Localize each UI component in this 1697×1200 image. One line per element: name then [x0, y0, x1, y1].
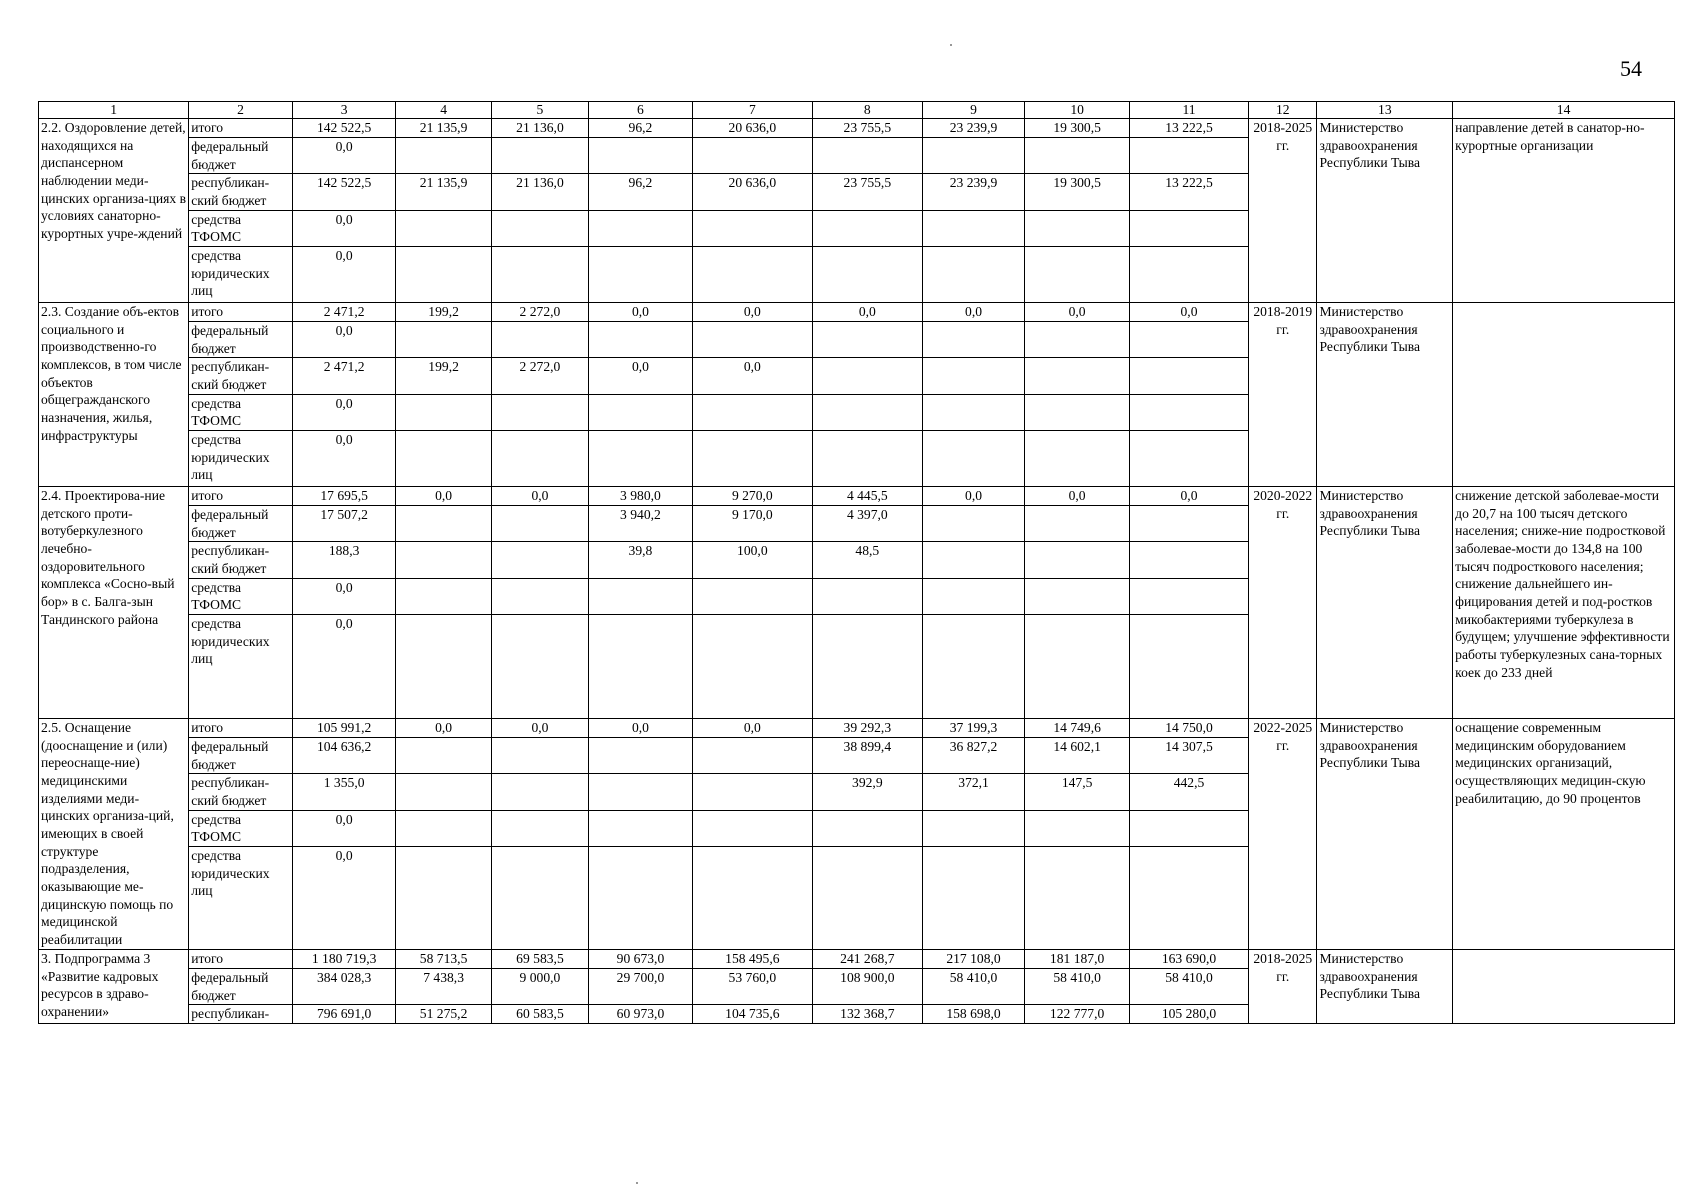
- amount-cell: 23 239,9: [922, 174, 1025, 210]
- header-cell: 8: [812, 102, 922, 119]
- amount-cell: [491, 847, 588, 950]
- amount-cell: [1129, 358, 1248, 394]
- amount-cell: [812, 847, 922, 950]
- amount-cell: 21 136,0: [491, 119, 588, 138]
- amount-cell: [396, 247, 491, 303]
- amount-cell: [812, 810, 922, 846]
- result-cell: [1453, 950, 1675, 1024]
- amount-cell: 0,0: [292, 810, 396, 846]
- amount-cell: [922, 431, 1025, 487]
- amount-cell: [589, 138, 693, 174]
- header-cell: 4: [396, 102, 491, 119]
- amount-cell: 39 292,3: [812, 719, 922, 738]
- amount-cell: [812, 247, 922, 303]
- amount-cell: 1 180 719,3: [292, 950, 396, 969]
- amount-cell: 0,0: [292, 847, 396, 950]
- table-row: [39, 950, 1675, 969]
- funding-source: федеральный бюджет: [189, 738, 293, 774]
- amount-cell: [491, 431, 588, 487]
- amount-cell: 9 270,0: [692, 487, 812, 506]
- amount-cell: 0,0: [812, 303, 922, 322]
- amount-cell: 2 272,0: [491, 303, 588, 322]
- amount-cell: 3 980,0: [589, 487, 693, 506]
- amount-cell: 0,0: [292, 578, 396, 614]
- amount-cell: 96,2: [589, 119, 693, 138]
- header-row: [39, 102, 1675, 119]
- result-cell: направление детей в санатор-но-курортные организации: [1453, 119, 1675, 303]
- amount-cell: 9 000,0: [491, 969, 588, 1005]
- amount-cell: 122 777,0: [1025, 1005, 1130, 1024]
- period-cell: 2018-2019 гг.: [1249, 303, 1317, 487]
- amount-cell: 0,0: [922, 487, 1025, 506]
- period-cell: 2022-2025 гг.: [1249, 719, 1317, 950]
- amount-cell: 0,0: [1025, 303, 1130, 322]
- amount-cell: 104 735,6: [692, 1005, 812, 1024]
- amount-cell: 0,0: [292, 138, 396, 174]
- amount-cell: [1025, 506, 1130, 542]
- amount-cell: [692, 247, 812, 303]
- amount-cell: [1025, 431, 1130, 487]
- funding-source: итого: [189, 950, 293, 969]
- amount-cell: [491, 394, 588, 430]
- amount-cell: [922, 210, 1025, 246]
- measure-name: 2.4. Проектирова-ние детского проти-вотуберкулезного лечебно-оздоровительного комплекса «Сосно-вый бор» в с. Балга-зын Тандинского района: [39, 487, 189, 719]
- amount-cell: 21 135,9: [396, 174, 491, 210]
- amount-cell: [396, 394, 491, 430]
- measure-name: 2.3. Создание объ-ектов социального и производственно-го комплексов, в том числе объектов общегражданского назначения, жилья, инфраструктуры: [39, 303, 189, 487]
- amount-cell: 21 136,0: [491, 174, 588, 210]
- header-cell: 10: [1025, 102, 1130, 119]
- amount-cell: [1129, 847, 1248, 950]
- amount-cell: [589, 774, 693, 810]
- amount-cell: 0,0: [1025, 487, 1130, 506]
- amount-cell: [812, 615, 922, 719]
- amount-cell: [1129, 506, 1248, 542]
- amount-cell: 36 827,2: [922, 738, 1025, 774]
- funding-source: итого: [189, 119, 293, 138]
- page-number: 54: [1620, 56, 1642, 81]
- amount-cell: [692, 738, 812, 774]
- amount-cell: 105 280,0: [1129, 1005, 1248, 1024]
- amount-cell: 19 300,5: [1025, 174, 1130, 210]
- amount-cell: 53 760,0: [692, 969, 812, 1005]
- header-cell: 7: [692, 102, 812, 119]
- funding-source: федеральный бюджет: [189, 322, 293, 358]
- amount-cell: 0,0: [1129, 303, 1248, 322]
- amount-cell: 0,0: [922, 303, 1025, 322]
- header-cell: 12: [1249, 102, 1317, 119]
- amount-cell: [1025, 358, 1130, 394]
- amount-cell: 0,0: [491, 719, 588, 738]
- amount-cell: [396, 774, 491, 810]
- amount-cell: [692, 810, 812, 846]
- amount-cell: 241 268,7: [812, 950, 922, 969]
- amount-cell: 23 755,5: [812, 174, 922, 210]
- amount-cell: 0,0: [292, 247, 396, 303]
- amount-cell: 2 471,2: [292, 358, 396, 394]
- amount-cell: [1129, 578, 1248, 614]
- amount-cell: 100,0: [692, 542, 812, 578]
- amount-cell: [1129, 138, 1248, 174]
- amount-cell: [1129, 247, 1248, 303]
- amount-cell: [491, 322, 588, 358]
- funding-source: республикан-: [189, 1005, 293, 1024]
- table-row: [39, 719, 1675, 738]
- header-cell: 5: [491, 102, 588, 119]
- amount-cell: 17 695,5: [292, 487, 396, 506]
- amount-cell: [589, 322, 693, 358]
- amount-cell: [922, 394, 1025, 430]
- funding-source: средства юридических лиц: [189, 615, 293, 719]
- amount-cell: 384 028,3: [292, 969, 396, 1005]
- scan-speck: [636, 1182, 638, 1184]
- funding-source: федеральный бюджет: [189, 138, 293, 174]
- funding-source: средства юридических лиц: [189, 847, 293, 950]
- amount-cell: 132 368,7: [812, 1005, 922, 1024]
- amount-cell: 58 713,5: [396, 950, 491, 969]
- period-cell: 2018-2025 гг.: [1249, 119, 1317, 303]
- amount-cell: 0,0: [292, 322, 396, 358]
- amount-cell: 58 410,0: [1025, 969, 1130, 1005]
- amount-cell: [589, 738, 693, 774]
- table-row: [39, 487, 1675, 506]
- amount-cell: 51 275,2: [396, 1005, 491, 1024]
- amount-cell: [491, 615, 588, 719]
- amount-cell: [589, 847, 693, 950]
- amount-cell: [922, 506, 1025, 542]
- amount-cell: [1025, 847, 1130, 950]
- amount-cell: 14 749,6: [1025, 719, 1130, 738]
- amount-cell: [692, 774, 812, 810]
- period-cell: 2018-2025 гг.: [1249, 950, 1317, 1024]
- amount-cell: 0,0: [396, 719, 491, 738]
- amount-cell: 0,0: [692, 719, 812, 738]
- amount-cell: [1025, 138, 1130, 174]
- amount-cell: 20 636,0: [692, 174, 812, 210]
- amount-cell: [1025, 810, 1130, 846]
- amount-cell: 7 438,3: [396, 969, 491, 1005]
- amount-cell: 0,0: [491, 487, 588, 506]
- amount-cell: [1025, 247, 1130, 303]
- amount-cell: 13 222,5: [1129, 174, 1248, 210]
- amount-cell: 108 900,0: [812, 969, 922, 1005]
- amount-cell: [1129, 431, 1248, 487]
- amount-cell: 4 397,0: [812, 506, 922, 542]
- amount-cell: [491, 738, 588, 774]
- amount-cell: 142 522,5: [292, 174, 396, 210]
- funding-source: республикан-ский бюджет: [189, 174, 293, 210]
- amount-cell: [1025, 210, 1130, 246]
- amount-cell: [812, 358, 922, 394]
- period-cell: 2020-2022 гг.: [1249, 487, 1317, 719]
- amount-cell: 38 899,4: [812, 738, 922, 774]
- funding-source: средства юридических лиц: [189, 431, 293, 487]
- amount-cell: [396, 322, 491, 358]
- result-cell: [1453, 303, 1675, 487]
- funding-source: федеральный бюджет: [189, 506, 293, 542]
- table-row: [39, 119, 1675, 138]
- amount-cell: [396, 506, 491, 542]
- amount-cell: [922, 138, 1025, 174]
- scan-speck: [950, 44, 952, 46]
- amount-cell: 0,0: [1129, 487, 1248, 506]
- amount-cell: [589, 810, 693, 846]
- amount-cell: 17 507,2: [292, 506, 396, 542]
- amount-cell: 147,5: [1025, 774, 1130, 810]
- amount-cell: 442,5: [1129, 774, 1248, 810]
- amount-cell: [692, 394, 812, 430]
- amount-cell: [1129, 542, 1248, 578]
- amount-cell: 60 583,5: [491, 1005, 588, 1024]
- measure-name: 2.5. Оснащение (дооснащение и (или) переоснаще-ние) медицинскими изделиями меди-цинских организа-ций, имеющих в своей структуре подразделения, оказывающие ме-дицинскую помощь по медицинской реабилитации: [39, 719, 189, 950]
- amount-cell: 392,9: [812, 774, 922, 810]
- amount-cell: 0,0: [589, 303, 693, 322]
- amount-cell: 796 691,0: [292, 1005, 396, 1024]
- amount-cell: [491, 542, 588, 578]
- funding-source: итого: [189, 303, 293, 322]
- amount-cell: [396, 138, 491, 174]
- amount-cell: 3 940,2: [589, 506, 693, 542]
- amount-cell: [922, 358, 1025, 394]
- amount-cell: [491, 247, 588, 303]
- amount-cell: 163 690,0: [1129, 950, 1248, 969]
- amount-cell: [812, 138, 922, 174]
- funding-source: средства юридических лиц: [189, 247, 293, 303]
- amount-cell: [922, 322, 1025, 358]
- result-cell: снижение детской заболевае-мости до 20,7 на 100 тысяч детского населения; сниже-ние подростковой заболевае-мости до 134,8 на 100 тысяч подросткового населения; снижение дальнейшего ин-фицирования детей и под-ростков микобактериями туберкулеза в будущем; улучшение эффективности работы туберкулезных сана-торных коек до 233 дней: [1453, 487, 1675, 719]
- amount-cell: 199,2: [396, 303, 491, 322]
- amount-cell: 217 108,0: [922, 950, 1025, 969]
- amount-cell: [922, 247, 1025, 303]
- amount-cell: [812, 322, 922, 358]
- amount-cell: [1025, 394, 1130, 430]
- executor-cell: Министерство здравоохранения Республики Тыва: [1317, 303, 1453, 487]
- amount-cell: [922, 542, 1025, 578]
- amount-cell: [922, 847, 1025, 950]
- amount-cell: 90 673,0: [589, 950, 693, 969]
- amount-cell: [396, 578, 491, 614]
- amount-cell: [396, 847, 491, 950]
- amount-cell: [396, 210, 491, 246]
- amount-cell: [396, 615, 491, 719]
- funding-source: средства ТФОМС: [189, 210, 293, 246]
- amount-cell: 9 170,0: [692, 506, 812, 542]
- header-cell: 3: [292, 102, 396, 119]
- amount-cell: 0,0: [692, 303, 812, 322]
- amount-cell: [1129, 394, 1248, 430]
- amount-cell: [692, 138, 812, 174]
- amount-cell: [1025, 542, 1130, 578]
- amount-cell: 14 307,5: [1129, 738, 1248, 774]
- table-row: [39, 303, 1675, 322]
- amount-cell: 0,0: [589, 358, 693, 394]
- amount-cell: [692, 322, 812, 358]
- amount-cell: 39,8: [589, 542, 693, 578]
- amount-cell: 13 222,5: [1129, 119, 1248, 138]
- amount-cell: 0,0: [292, 210, 396, 246]
- amount-cell: [812, 431, 922, 487]
- amount-cell: [922, 810, 1025, 846]
- amount-cell: 1 355,0: [292, 774, 396, 810]
- amount-cell: 14 750,0: [1129, 719, 1248, 738]
- header-cell: 9: [922, 102, 1025, 119]
- amount-cell: [491, 774, 588, 810]
- measure-name: 3. Подпрограмма 3 «Развитие кадровых ресурсов в здраво-охранении»: [39, 950, 189, 1024]
- executor-cell: Министерство здравоохранения Республики Тыва: [1317, 119, 1453, 303]
- amount-cell: [396, 542, 491, 578]
- amount-cell: [1025, 615, 1130, 719]
- amount-cell: 69 583,5: [491, 950, 588, 969]
- amount-cell: [491, 210, 588, 246]
- amount-cell: [1129, 210, 1248, 246]
- executor-cell: Министерство здравоохранения Республики Тыва: [1317, 950, 1453, 1024]
- amount-cell: 48,5: [812, 542, 922, 578]
- amount-cell: 58 410,0: [1129, 969, 1248, 1005]
- header-cell: 14: [1453, 102, 1675, 119]
- amount-cell: [396, 431, 491, 487]
- amount-cell: [396, 738, 491, 774]
- funding-source: средства ТФОМС: [189, 578, 293, 614]
- table-body: [39, 102, 1675, 1024]
- amount-cell: [491, 506, 588, 542]
- amount-cell: 60 973,0: [589, 1005, 693, 1024]
- header-cell: 11: [1129, 102, 1248, 119]
- amount-cell: 0,0: [292, 615, 396, 719]
- funding-source: средства ТФОМС: [189, 394, 293, 430]
- amount-cell: [491, 138, 588, 174]
- amount-cell: 0,0: [589, 719, 693, 738]
- funding-source: республикан-ский бюджет: [189, 774, 293, 810]
- amount-cell: 0,0: [396, 487, 491, 506]
- amount-cell: [589, 210, 693, 246]
- amount-cell: [692, 615, 812, 719]
- executor-cell: Министерство здравоохранения Республики Тыва: [1317, 487, 1453, 719]
- amount-cell: [589, 431, 693, 487]
- budget-table: [38, 101, 1675, 1024]
- header-cell: 13: [1317, 102, 1453, 119]
- amount-cell: [1129, 810, 1248, 846]
- amount-cell: [589, 247, 693, 303]
- amount-cell: 199,2: [396, 358, 491, 394]
- amount-cell: 158 698,0: [922, 1005, 1025, 1024]
- funding-source: средства ТФОМС: [189, 810, 293, 846]
- amount-cell: [1129, 615, 1248, 719]
- amount-cell: [812, 394, 922, 430]
- amount-cell: [589, 394, 693, 430]
- amount-cell: 181 187,0: [1025, 950, 1130, 969]
- amount-cell: [692, 210, 812, 246]
- amount-cell: [922, 615, 1025, 719]
- amount-cell: 105 991,2: [292, 719, 396, 738]
- amount-cell: 2 471,2: [292, 303, 396, 322]
- funding-source: федеральный бюджет: [189, 969, 293, 1005]
- amount-cell: 20 636,0: [692, 119, 812, 138]
- amount-cell: [589, 615, 693, 719]
- amount-cell: 188,3: [292, 542, 396, 578]
- amount-cell: 29 700,0: [589, 969, 693, 1005]
- amount-cell: 142 522,5: [292, 119, 396, 138]
- header-cell: 1: [39, 102, 189, 119]
- amount-cell: 158 495,6: [692, 950, 812, 969]
- amount-cell: 372,1: [922, 774, 1025, 810]
- amount-cell: [812, 578, 922, 614]
- amount-cell: [491, 578, 588, 614]
- amount-cell: 14 602,1: [1025, 738, 1130, 774]
- amount-cell: 0,0: [292, 431, 396, 487]
- amount-cell: [692, 578, 812, 614]
- amount-cell: 37 199,3: [922, 719, 1025, 738]
- amount-cell: [491, 810, 588, 846]
- amount-cell: [396, 810, 491, 846]
- amount-cell: [812, 210, 922, 246]
- amount-cell: [1025, 322, 1130, 358]
- executor-cell: Министерство здравоохранения Республики Тыва: [1317, 719, 1453, 950]
- amount-cell: 2 272,0: [491, 358, 588, 394]
- amount-cell: 0,0: [292, 394, 396, 430]
- amount-cell: [1025, 578, 1130, 614]
- measure-name: 2.2. Оздоровление детей, находящихся на диспансерном наблюдении меди-цинских организа-циях в условиях санаторно-курортных учре-ждений: [39, 119, 189, 303]
- result-cell: оснащение современным медицинским оборудованием медицинских организаций, осуществляющих медицин-скую реабилитацию, до 90 процентов: [1453, 719, 1675, 950]
- amount-cell: [692, 431, 812, 487]
- funding-source: республикан-ский бюджет: [189, 542, 293, 578]
- funding-source: итого: [189, 719, 293, 738]
- amount-cell: 58 410,0: [922, 969, 1025, 1005]
- amount-cell: 19 300,5: [1025, 119, 1130, 138]
- amount-cell: [1129, 322, 1248, 358]
- funding-source: республикан-ский бюджет: [189, 358, 293, 394]
- header-cell: 2: [189, 102, 293, 119]
- amount-cell: 96,2: [589, 174, 693, 210]
- amount-cell: 23 755,5: [812, 119, 922, 138]
- amount-cell: 23 239,9: [922, 119, 1025, 138]
- amount-cell: [922, 578, 1025, 614]
- amount-cell: 21 135,9: [396, 119, 491, 138]
- amount-cell: 104 636,2: [292, 738, 396, 774]
- funding-source: итого: [189, 487, 293, 506]
- header-cell: 6: [589, 102, 693, 119]
- amount-cell: [692, 847, 812, 950]
- amount-cell: 4 445,5: [812, 487, 922, 506]
- amount-cell: [589, 578, 693, 614]
- amount-cell: 0,0: [692, 358, 812, 394]
